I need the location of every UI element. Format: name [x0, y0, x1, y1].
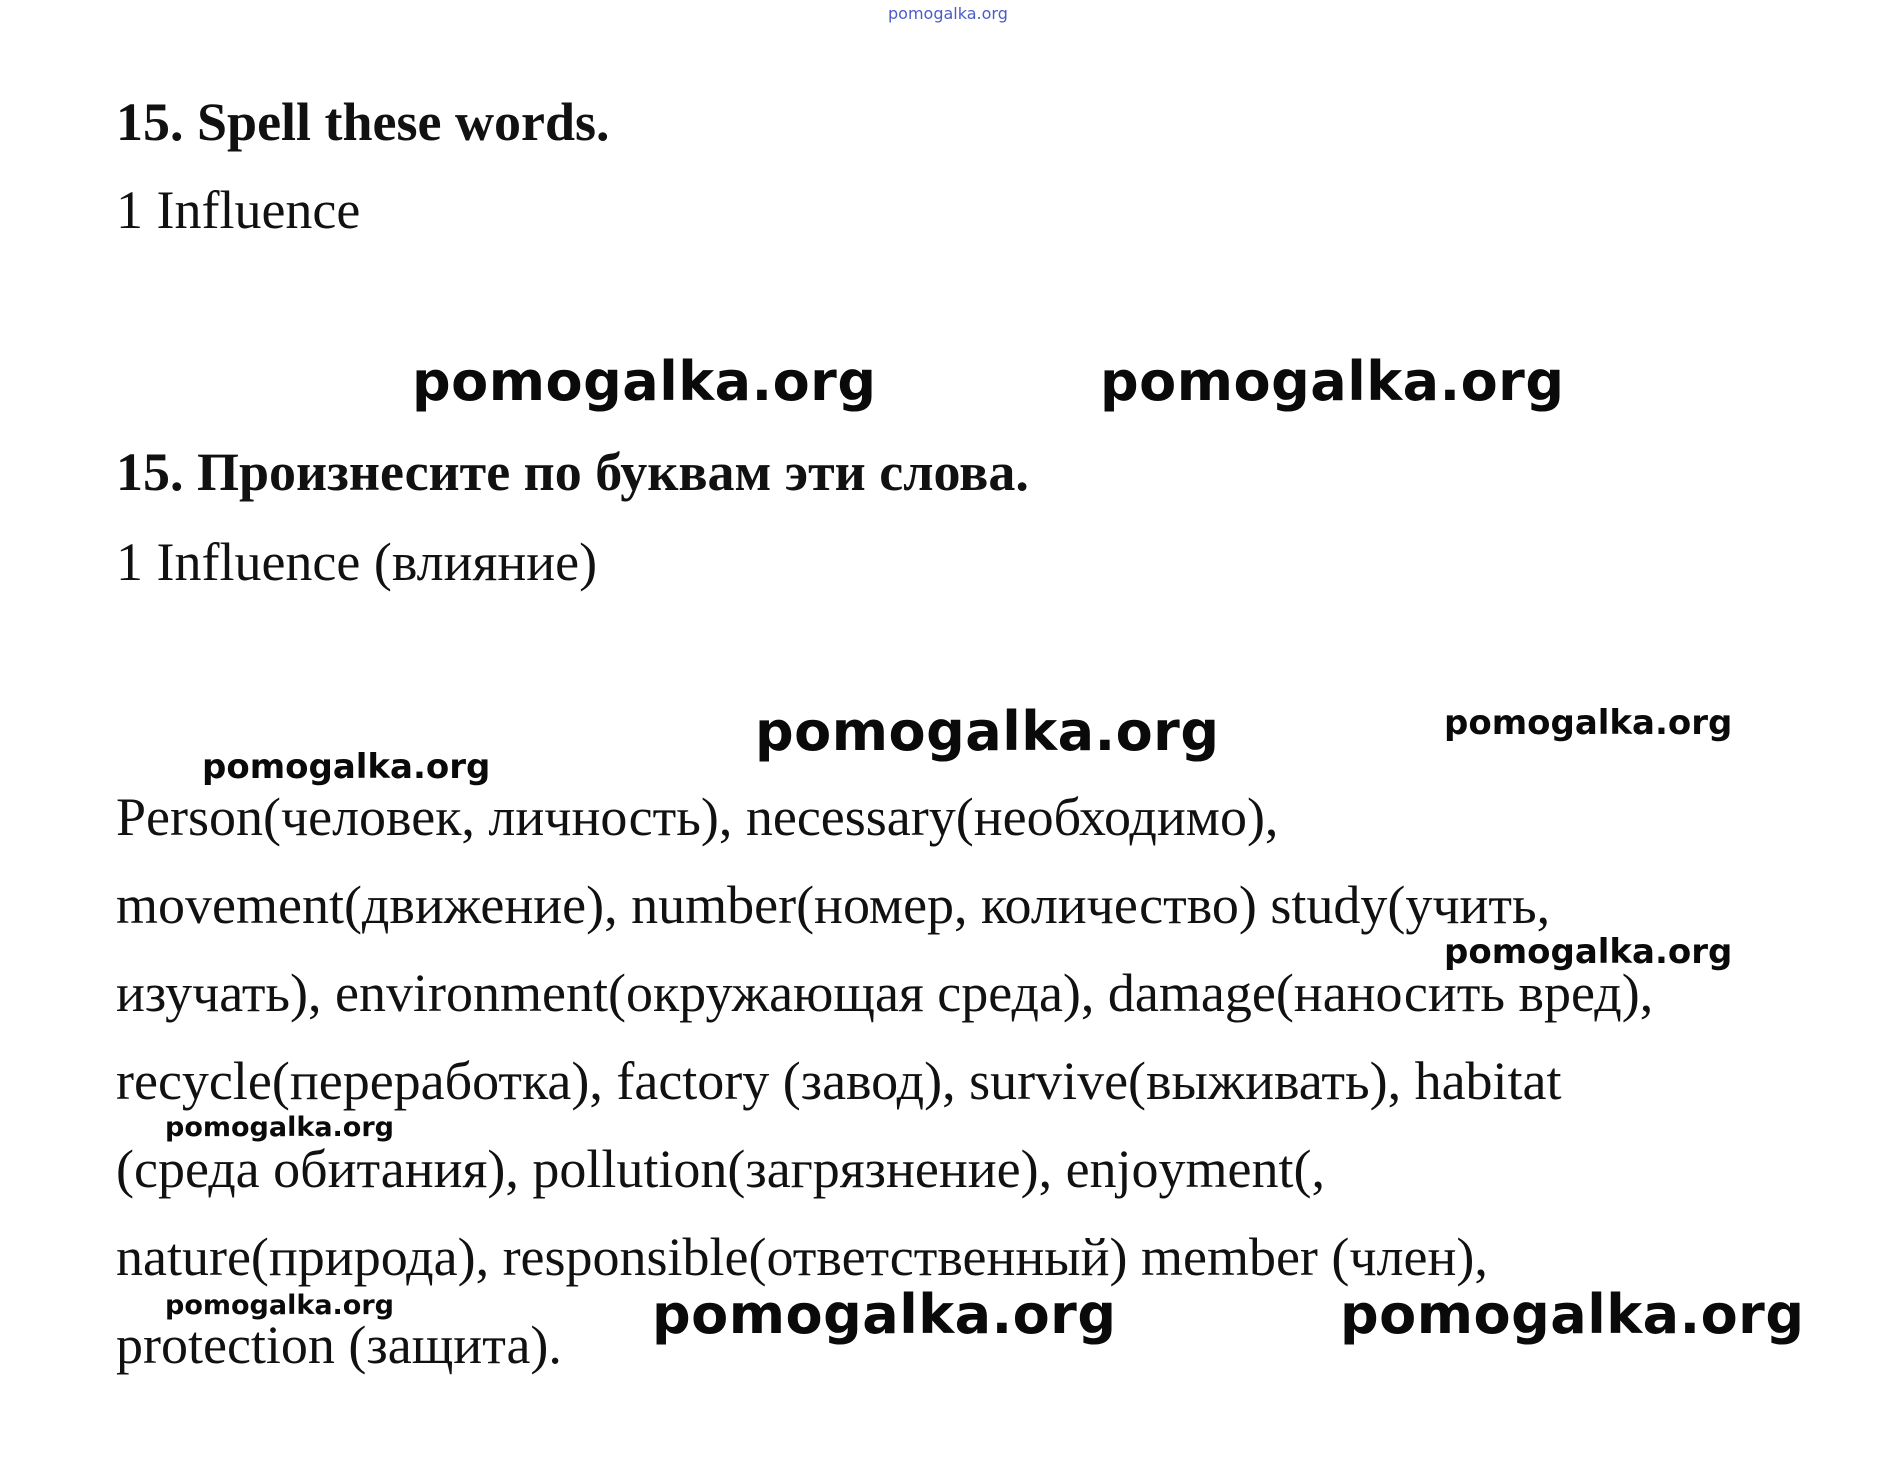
watermark: pomogalka.org [202, 747, 491, 787]
exercise-item-en: 1 Influence [116, 180, 361, 240]
exercise-title-ru: 15. Произнесите по буквам эти слова. [116, 442, 1029, 502]
answer-line: Person(человек, личность), necessary(необходимо), [116, 787, 1279, 847]
answer-line: изучать), environment(окружающая среда), damage(наносить вред), [116, 963, 1654, 1023]
answer-line: protection (защита). [116, 1315, 562, 1375]
answer-line: recycle(переработка), factory (завод), survive(выживать), habitat [116, 1051, 1562, 1111]
watermark: pomogalka.org [165, 1290, 394, 1321]
top-watermark: pomogalka.org [888, 4, 1008, 23]
answer-line: (среда обитания), pollution(загрязнение), enjoyment(, [116, 1139, 1326, 1199]
watermark: pomogalka.org [1444, 932, 1733, 972]
answer-line: movement(движение), number(номер, количество) study(учить, [116, 875, 1551, 935]
exercise-item-ru: 1 Influence (влияние) [116, 532, 598, 592]
watermark: pomogalka.org [1100, 350, 1565, 413]
watermark: pomogalka.org [755, 700, 1220, 763]
exercise-title-en: 15. Spell these words. [116, 92, 610, 152]
watermark: pomogalka.org [412, 350, 877, 413]
watermark: pomogalka.org [1444, 703, 1733, 743]
watermark: pomogalka.org [652, 1283, 1117, 1346]
answer-line: nature(природа), responsible(ответственный) member (член), [116, 1227, 1488, 1287]
watermark: pomogalka.org [1340, 1283, 1805, 1346]
watermark: pomogalka.org [165, 1112, 394, 1143]
